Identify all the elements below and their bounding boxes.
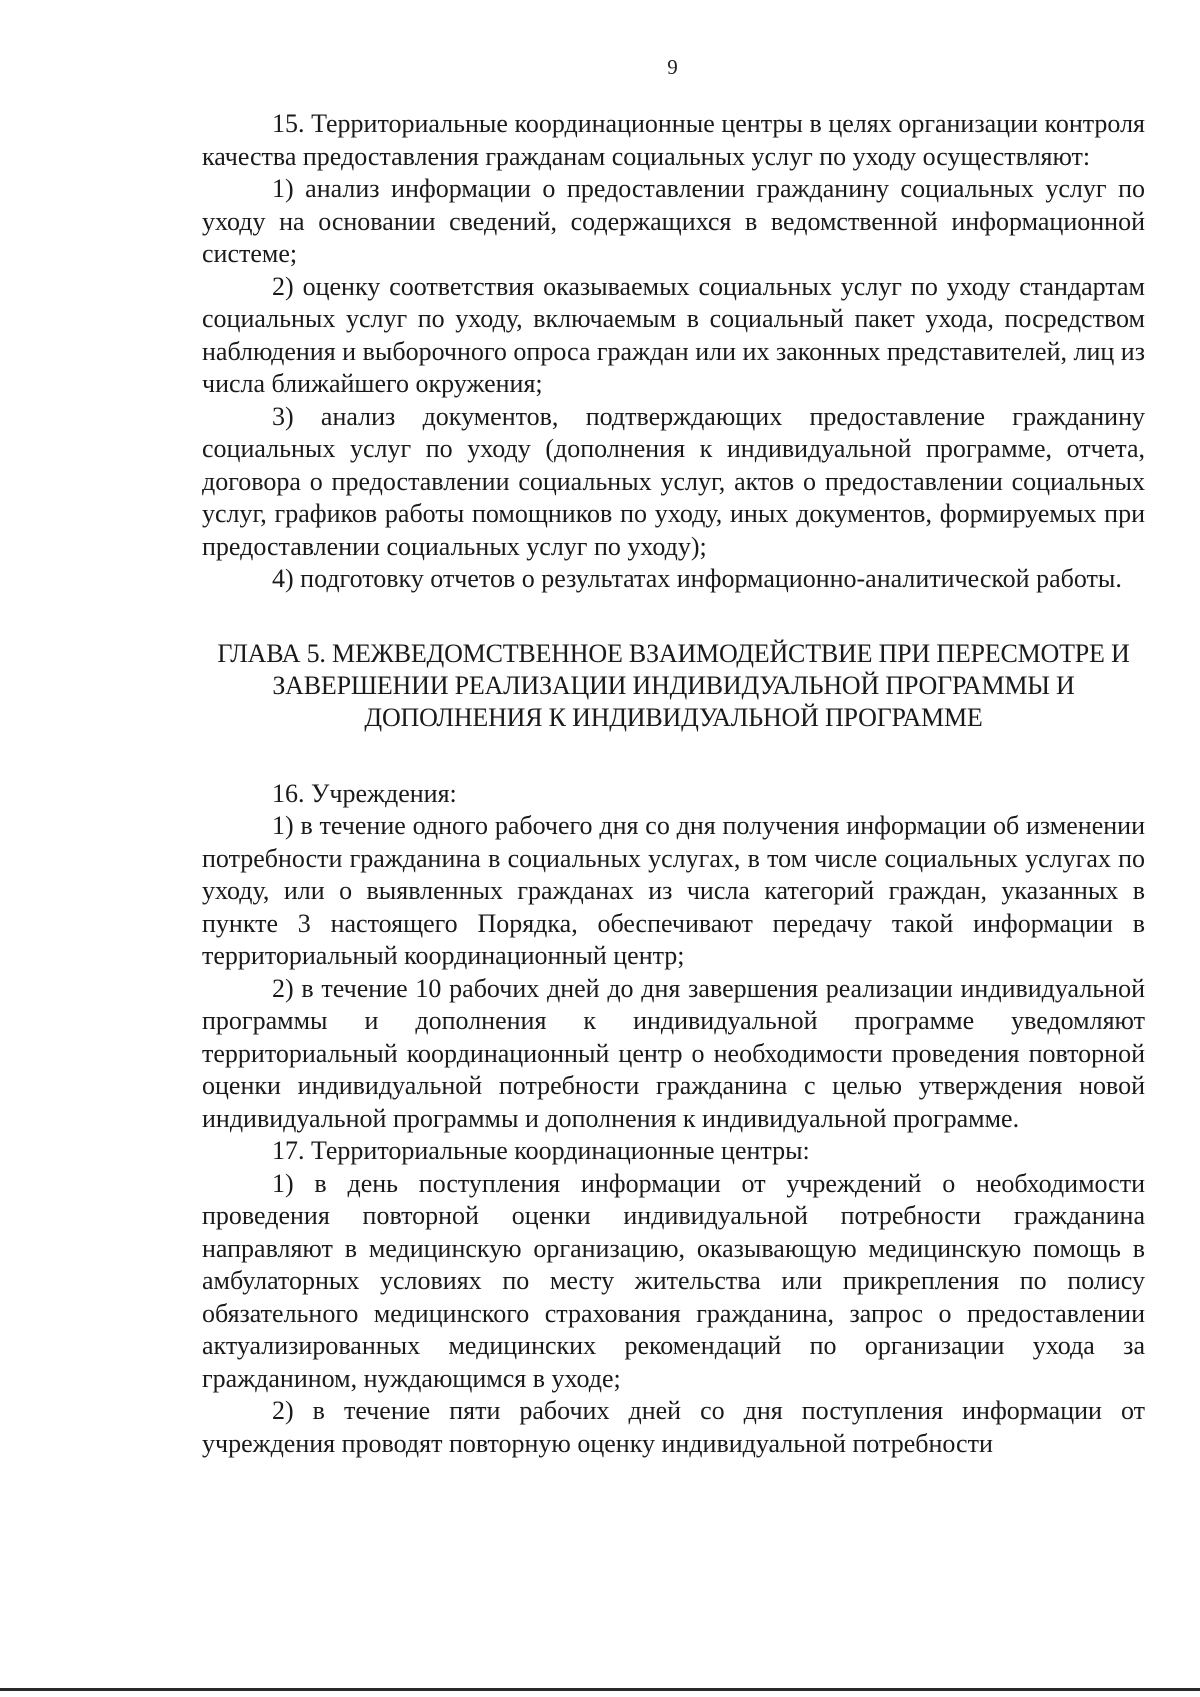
document-body (202, 108, 1145, 1460)
paragraph-17-item-1: 1) в день поступления информации от учреждений о необходимости проведения повторной оценки индивидуальной потребности гражданина направляют в медицинскую организацию, оказывающую медицинскую помощь в амбулаторных условиях по месту жительства или прикрепления по полису обязательного медицинского страхования гражданина, запрос о предоставлении актуализированных медицинских рекомендаций по организации ухода за гражданином, нуждающимся в уходе; (202, 1168, 1145, 1393)
paragraph-16-item-2: 2) в течение 10 рабочих дней до дня завершения реализации индивидуальной программы и дополнения к индивидуальной программе уведомляют территориальный координационный центр о необходимости проведения повторной оценки индивидуальной потребности гражданина с целью утверждения новой индивидуальной программы и дополнения к индивидуальной программе. (202, 973, 1145, 1133)
page-number: 9 (667, 55, 678, 79)
paragraph-15-intro: 15. Территориальные координационные центры в целях организации контроля качества предоставления гражданам социальных услуг по уходу осуществляют: (202, 109, 1145, 171)
chapter-5-heading: ГЛАВА 5. МЕЖВЕДОМСТВЕННОЕ ВЗАИМОДЕЙСТВИЕ ПРИ ПЕРЕСМОТРЕ И ЗАВЕРШЕНИИ РЕАЛИЗАЦИИ ИНДИВИДУАЛЬНОЙ ПРОГРАММЫ И ДОПОЛНЕНИЯ К ИНДИВИДУАЛЬНОЙ ПРОГРАММЕ (217, 638, 1130, 732)
paragraph-15-item-1: 1) анализ информации о предоставлении гражданину социальных услуг по уходу на основании сведений, содержащихся в ведомственной информационной системе; (202, 174, 1145, 268)
page-bottom-edge (0, 1688, 1200, 1691)
paragraph-17-item-2: 2) в течение пяти рабочих дней со дня поступления информации от учреждения проводят повторную оценку индивидуальной потребности (202, 1396, 1145, 1458)
paragraph-15-item-2: 2) оценку соответствия оказываемых социальных услуг по уходу стандартам социальных услуг по уходу, включаемым в социальный пакет ухода, посредством наблюдения и выборочного опроса граждан или их законных представителей, лиц из числа ближайшего окружения; (202, 271, 1145, 398)
paragraph-15-item-4: 4) подготовку отчетов о результатах информационно-аналитической работы. (272, 564, 1122, 593)
paragraph-15-item-3: 3) анализ документов, подтверждающих предоставление гражданину социальных услуг по уходу (дополнения к индивидуальной программе, отчета, договора о предоставлении социальных услуг, актов о предоставлении социальных услуг, графиков работы помощников по уходу, иных документов, формируемых при предоставлении социальных услуг по уходу); (202, 401, 1145, 561)
paragraph-16-intro: 16. Учреждения: (272, 778, 457, 808)
paragraph-17-intro: 17. Территориальные координационные центры: (272, 1136, 810, 1165)
paragraph-16-item-1: 1) в течение одного рабочего дня со дня получения информации об изменении потребности гражданина в социальных услугах, в том числе социальных услугах по уходу, или о выявленных гражданах из числа категорий граждан, указанных в пункте 3 настоящего Порядка, обеспечивают передачу такой информации в территориальный координационный центр; (202, 811, 1145, 970)
